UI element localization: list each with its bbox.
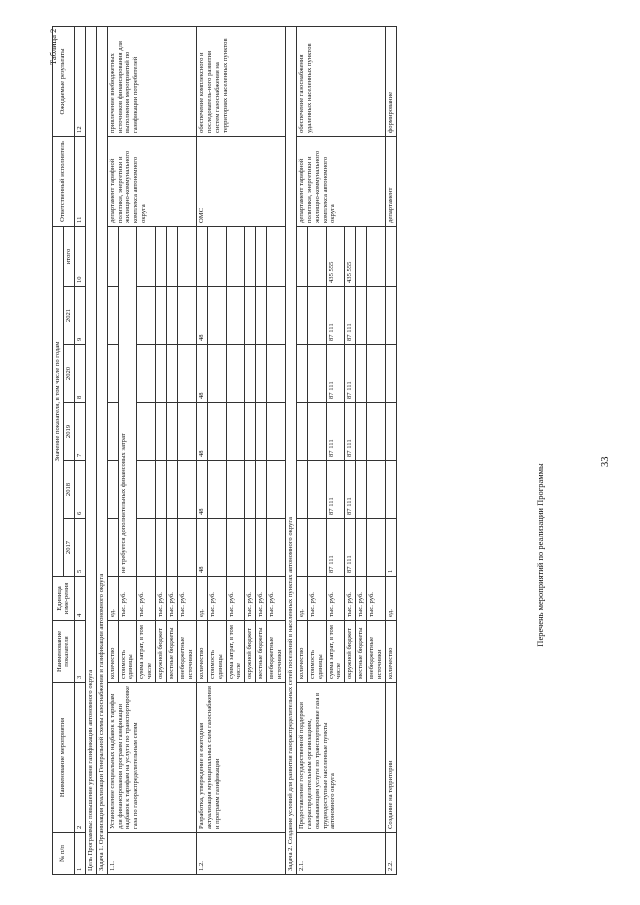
value-cell [296,519,307,577]
value-cell [226,461,245,519]
measure-name: Предоставление государственной поддержки газораспределительным организациям, оказывающим услуги по транспортировке газа в труднодоступные населенные пункты автономного округа [296,683,385,833]
value-cell [207,461,226,519]
value-cell [386,345,397,403]
indicator-unit: тыс. руб. [118,577,137,621]
column-number: 7 [74,403,85,461]
header-name: Наименование мероприятия [53,683,75,833]
expected-result: привлечение внебюджетных источников финансирования для выполнения мероприятий по газификации потребителей [107,26,196,136]
indicator-label: стоимость единицы [207,621,226,683]
indicator-label: сумма затрат, в том числе [137,621,156,683]
indicator-label: местные бюджеты [256,621,267,683]
value-cell [226,226,245,286]
value-cell [307,519,326,577]
value-cell [267,287,286,345]
value-cell: 87 111 [345,345,356,403]
indicator-unit: тыс. руб. [356,577,367,621]
indicator-label: местные бюджеты [167,621,178,683]
value-cell [245,519,256,577]
column-number: 6 [74,461,85,519]
value-cell: 48 [196,519,207,577]
value-cell [167,403,178,461]
value-cell [356,345,367,403]
value-cell [207,519,226,577]
value-cell [107,287,118,345]
value-cell: 48 [196,461,207,519]
value-cell [356,403,367,461]
page-number: 33 [600,456,611,467]
value-cell [207,226,226,286]
responsible-executor: ОМС [196,136,285,226]
value-cell [167,461,178,519]
value-cell [245,403,256,461]
value-cell [156,403,167,461]
value-cell [245,345,256,403]
value-cell [356,519,367,577]
value-cell: 435 555 [326,226,345,286]
indicator-label: количество [196,621,207,683]
measure-group [296,26,385,874]
value-cell [156,226,167,286]
value-cell [356,226,367,286]
value-cell [177,403,196,461]
value-cell [167,345,178,403]
task-1-row: Задача 1. Организация реализации Генеральной схемы газоснабжения и газификации автономного округа [96,26,107,874]
measure-group [386,26,397,874]
header-unit: Единица изме-рения [53,577,75,621]
value-cell: 87 111 [345,287,356,345]
value-cell [267,226,286,286]
measure-name: Установление специальных надбавок к тарифам для финансирования программ газификации надбавок к тарифам на услуги по транспортировке газа по газораспределительным сетям [107,683,196,833]
header-total: итого [63,226,74,286]
column-number: 4 [74,577,85,621]
indicator-label: количество [386,621,397,683]
indicator-label: внебюджетные источники [367,621,386,683]
value-cell: 87 111 [345,403,356,461]
note-cell: не требуется дополнительных финансовых затрат [118,226,137,576]
measure-number: 2.1. [296,833,385,875]
indicator-unit: тыс. руб. [326,577,345,621]
indicator-row [196,26,207,874]
page-title: Перечень мероприятий по реализации Программы [535,463,545,647]
measure-number: 2.2. [386,833,397,875]
value-cell [245,461,256,519]
indicator-label: окружной бюджет [156,621,167,683]
indicator-label: окружной бюджет [345,621,356,683]
value-cell: 87 111 [326,345,345,403]
value-cell [177,345,196,403]
value-cell [367,461,386,519]
indicator-label: внебюджетные источники [177,621,196,683]
measure-name: Создание на территории [386,683,397,833]
value-cell [137,519,156,577]
indicator-unit: тыс. руб. [177,577,196,621]
value-cell [267,403,286,461]
indicator-unit: ед. [386,577,397,621]
indicator-unit: ед. [196,577,207,621]
value-cell [307,226,326,286]
column-number: 2 [74,683,85,833]
value-cell [226,403,245,461]
column-number-row [74,26,85,874]
column-number: 5 [74,519,85,577]
value-cell [167,226,178,286]
value-cell [167,519,178,577]
value-cell [386,287,397,345]
measure-group [107,26,196,874]
column-number: 3 [74,621,85,683]
indicator-label: количество [107,621,118,683]
header-value-group: Значение показателя, в том числе по годам [53,226,64,576]
value-cell [196,226,207,286]
value-cell [367,519,386,577]
value-cell [296,461,307,519]
responsible-executor: департамент тарифной политики, энергетики и жилищно-коммунального комплекса автономного округа [107,136,196,226]
goal-row: Цель Программы: повышение уровня газификации автономного округа [85,26,96,874]
indicator-unit: тыс. руб. [156,577,167,621]
value-cell [367,226,386,286]
value-cell: 87 111 [326,287,345,345]
value-cell [267,461,286,519]
value-cell [296,345,307,403]
value-cell [207,403,226,461]
value-cell [256,403,267,461]
measure-number: 1.1. [107,833,196,875]
header-year: 2020 [63,345,74,403]
header-indicator: Наименование показателя [53,621,75,683]
header-year: 2019 [63,403,74,461]
value-cell [226,519,245,577]
value-cell [107,461,118,519]
column-number: 10 [74,226,85,286]
value-cell: 87 111 [345,519,356,577]
expected-result: формирование [386,26,397,136]
header-num: № п/п [53,833,75,875]
column-number: 8 [74,345,85,403]
measure-group [196,26,285,874]
responsible-executor: департамент [386,136,397,226]
value-cell [137,403,156,461]
expected-result: обеспечение газоснабжения удаленных населенных пунктов [296,26,385,136]
header-year: 2017 [63,519,74,577]
value-cell: 48 [196,345,207,403]
value-cell [156,287,167,345]
value-cell: 87 111 [326,519,345,577]
value-cell [107,226,118,286]
header-year: 2021 [63,287,74,345]
indicator-unit: тыс. руб. [256,577,267,621]
indicator-label: стоимость единицы [307,621,326,683]
value-cell [256,345,267,403]
value-cell [137,345,156,403]
value-cell [356,287,367,345]
value-cell [245,287,256,345]
value-cell: 87 111 [345,461,356,519]
value-cell [137,226,156,286]
measure-number: 1.2. [196,833,285,875]
value-cell: 1 [386,519,397,577]
indicator-unit: ед. [296,577,307,621]
column-number: 9 [74,287,85,345]
indicator-label: количество [296,621,307,683]
value-cell [256,519,267,577]
value-cell [156,461,167,519]
value-cell [167,287,178,345]
value-cell [386,461,397,519]
indicator-label: сумма затрат, в том числе [326,621,345,683]
value-cell [226,287,245,345]
column-number: 12 [74,26,85,136]
value-cell: 87 111 [326,461,345,519]
indicator-label: сумма затрат, в том числе [226,621,245,683]
value-cell: 435 555 [345,226,356,286]
indicator-unit: тыс. руб. [207,577,226,621]
indicator-row [386,26,397,874]
indicator-label: местные бюджеты [356,621,367,683]
column-number: 1 [74,833,85,875]
value-cell [386,226,397,286]
value-cell [267,519,286,577]
value-cell [245,226,256,286]
value-cell [296,226,307,286]
value-cell [307,287,326,345]
value-cell [137,461,156,519]
value-cell [207,345,226,403]
value-cell [177,226,196,286]
indicator-unit: тыс. руб. [367,577,386,621]
indicator-unit: тыс. руб. [137,577,156,621]
indicator-unit: тыс. руб. [167,577,178,621]
value-cell [226,345,245,403]
value-cell [386,403,397,461]
value-cell [137,287,156,345]
value-cell [307,461,326,519]
indicator-row [107,26,118,874]
expected-result: обеспечение комплексного и последователь-ного развития систем газоснабжения на территориях населенных пунктов [196,26,285,136]
indicator-label: стоимость единицы [118,621,137,683]
value-cell [107,519,118,577]
value-cell [207,287,226,345]
responsible-executor: департамент тарифной политики, энергетики и жилищно-коммунального комплекса автономного округа [296,136,385,226]
header-year: 2018 [63,461,74,519]
value-cell [367,403,386,461]
indicator-unit: тыс. руб. [226,577,245,621]
column-number: 11 [74,136,85,226]
value-cell [256,287,267,345]
value-cell [307,403,326,461]
indicator-unit: ед. [107,577,118,621]
value-cell [107,403,118,461]
indicator-unit: тыс. руб. [307,577,326,621]
table-tag: Таблица 2 [48,28,58,65]
indicator-row [296,26,307,874]
value-cell: 48 [196,403,207,461]
indicator-label: внебюджетные источники [267,621,286,683]
value-cell [156,345,167,403]
value-cell: 87 111 [326,403,345,461]
value-cell [367,345,386,403]
indicator-label: окружной бюджет [245,621,256,683]
measure-name: Разработка, утверждение и ежегодная актуализация муниципальных схем газоснабжения и программ газификации [196,683,285,833]
value-cell [296,287,307,345]
value-cell [107,345,118,403]
value-cell [177,461,196,519]
value-cell [256,226,267,286]
value-cell [177,519,196,577]
value-cell [256,461,267,519]
header-result: Ожидаемые результаты [53,26,75,136]
header-responsible: Ответственный исполнитель [53,136,75,226]
value-cell [156,519,167,577]
value-cell: 48 [196,287,207,345]
value-cell [296,403,307,461]
value-cell [177,287,196,345]
measures-table [52,26,397,875]
indicator-unit: тыс. руб. [267,577,286,621]
indicator-unit: тыс. руб. [245,577,256,621]
indicator-unit: тыс. руб. [345,577,356,621]
task-2-row: Задача 2. Создание условий для развития газораспределительных сетей поселений в населенных пунктах автономного округа [285,26,296,874]
value-cell [367,287,386,345]
value-cell [307,345,326,403]
value-cell [267,345,286,403]
value-cell [356,461,367,519]
